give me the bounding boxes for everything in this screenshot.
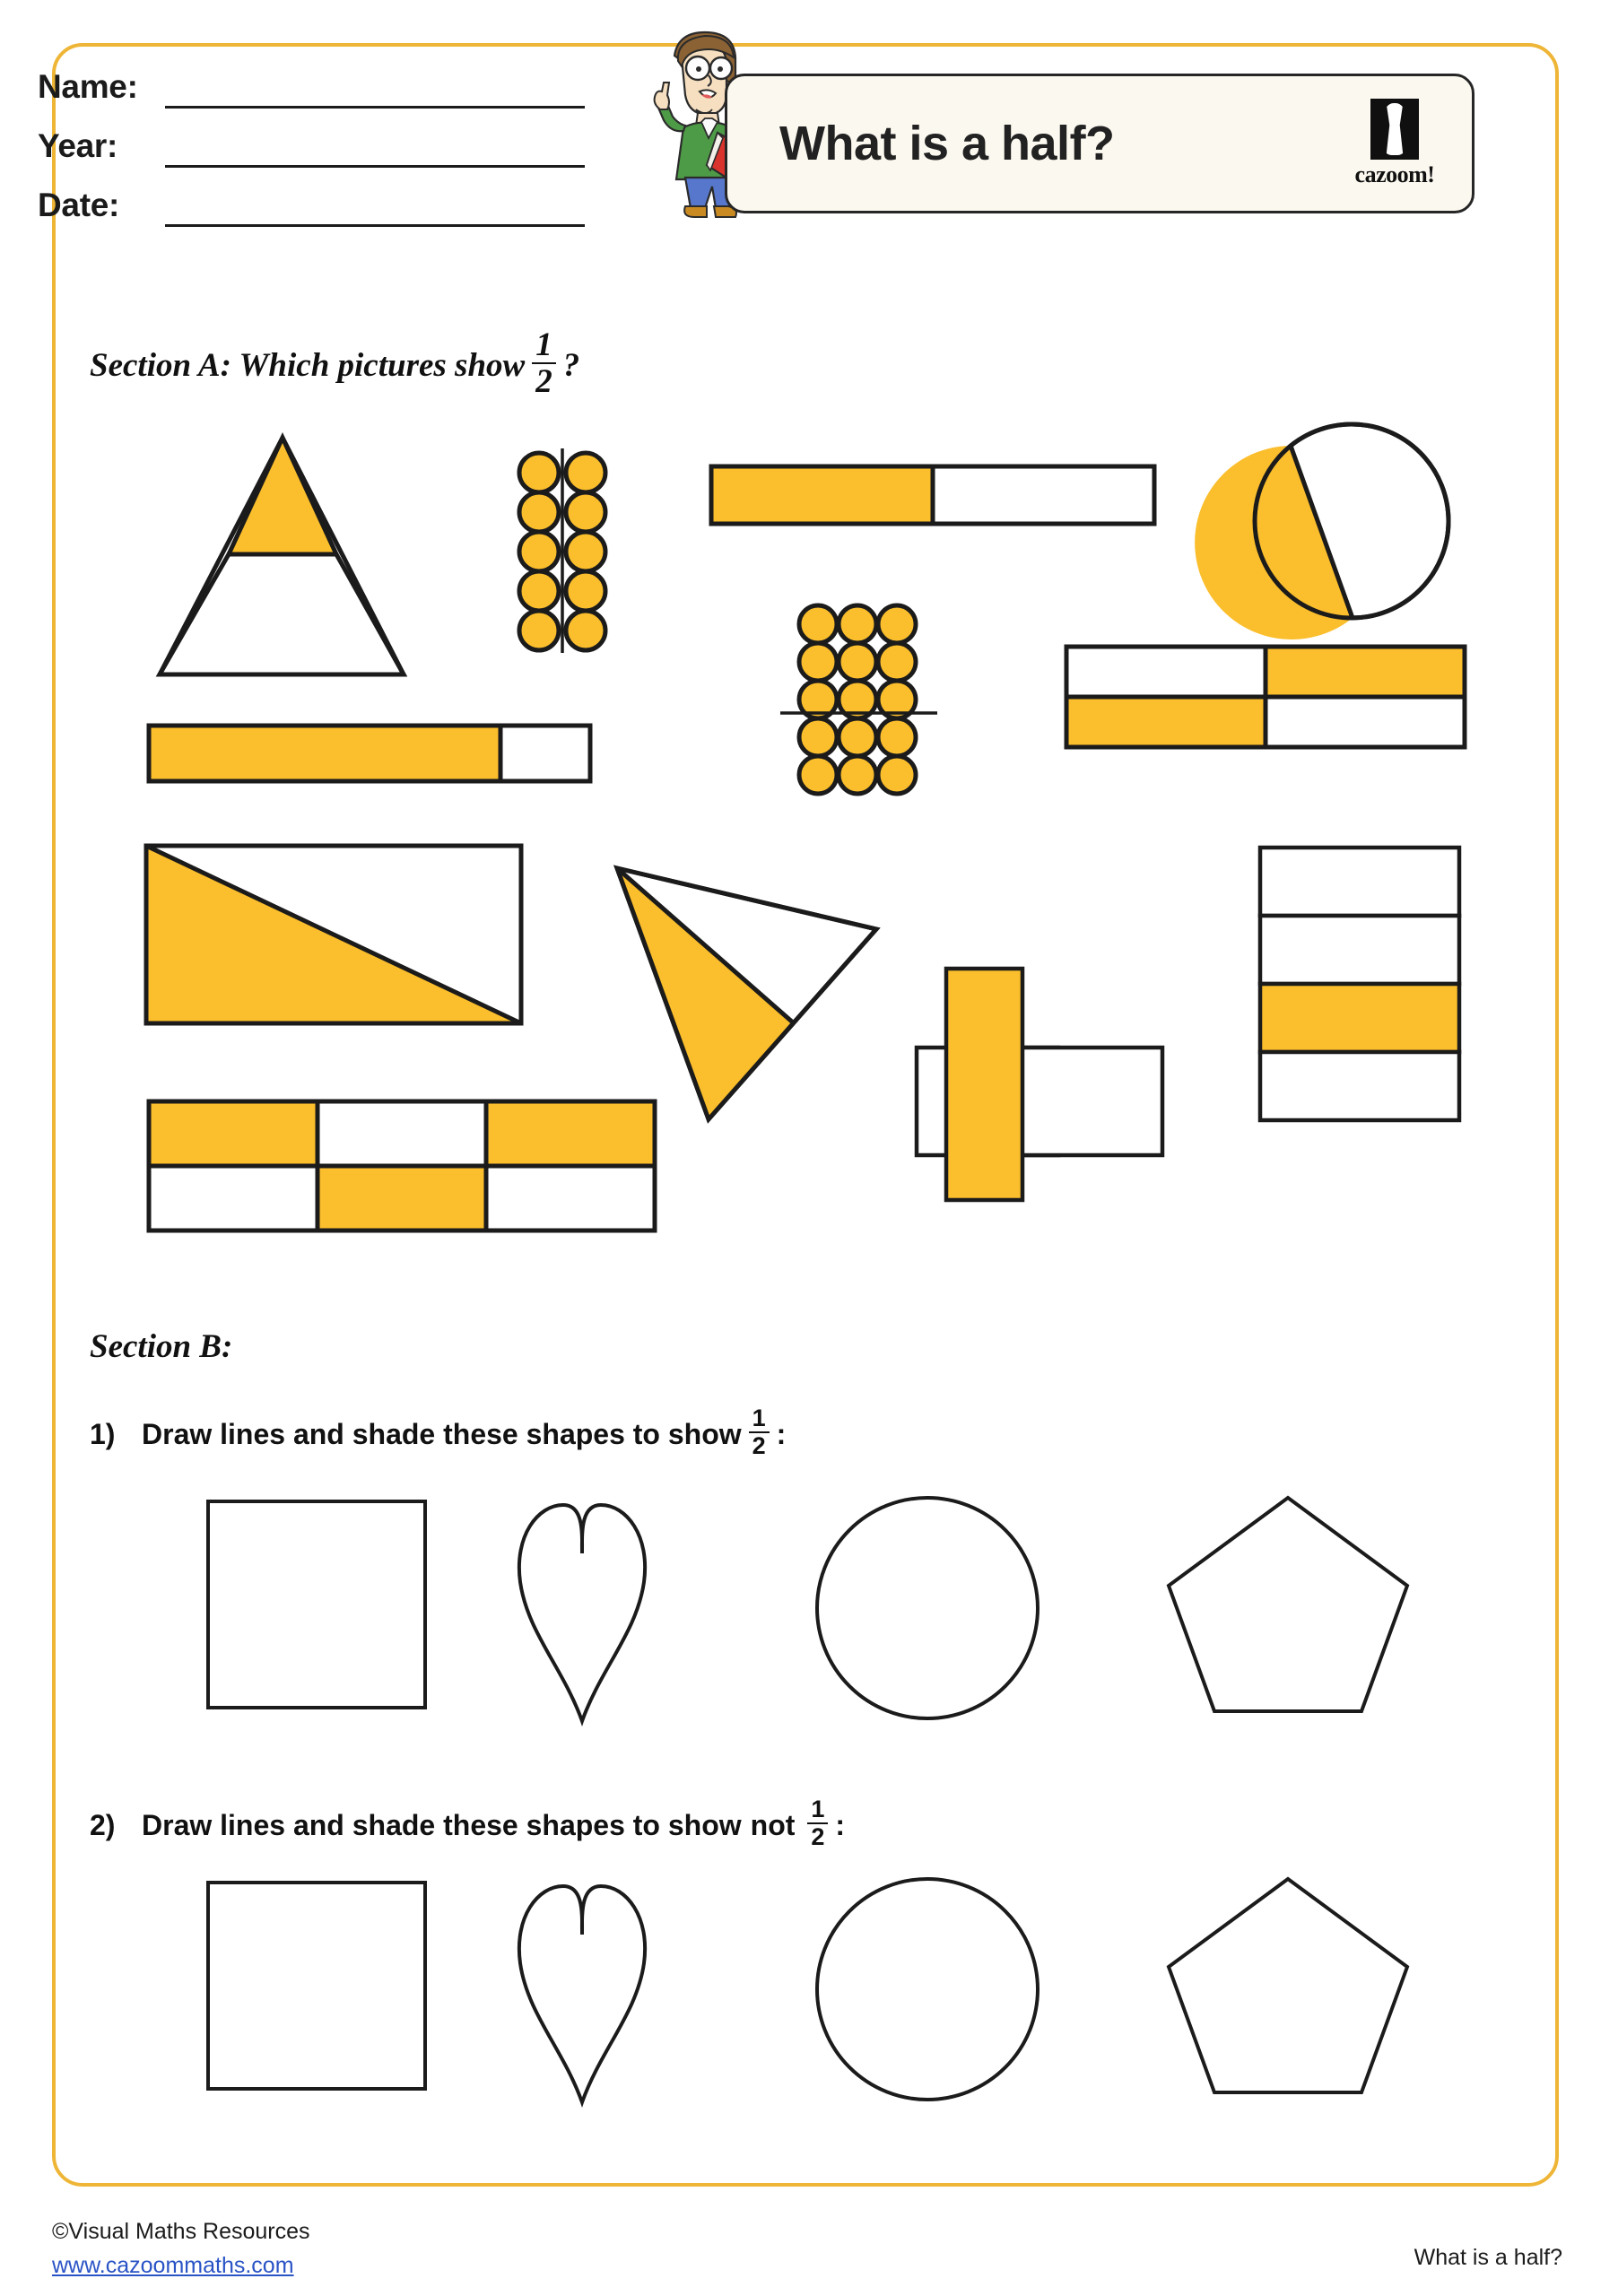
- shape-circle: [817, 1879, 1038, 2100]
- question-2-shapes: [204, 1870, 1442, 2103]
- student-info-fields: [38, 49, 594, 227]
- section-a-fraction: [532, 328, 556, 398]
- figure-bar-four-fifths-shaded: [146, 723, 595, 786]
- footer-left: [52, 2215, 310, 2283]
- shape-circle: [817, 1498, 1038, 1718]
- figure-cross-vertical-shaded: [906, 933, 1193, 1211]
- date-field-row[interactable]: [38, 168, 594, 227]
- figure-rectangle-diagonal-half: [144, 843, 525, 1027]
- shape-square: [208, 1883, 425, 2089]
- year-field-line[interactable]: [165, 127, 585, 168]
- question-1-fraction: [749, 1406, 770, 1458]
- logo-wordmark: cazoom!: [1354, 161, 1435, 187]
- section-a-heading: [90, 326, 580, 400]
- hourglass-icon: [1370, 99, 1419, 160]
- date-field-label: Date:: [38, 187, 120, 223]
- fraction-numerator: 1: [532, 328, 556, 364]
- figure-dot-array-2x5: [509, 448, 617, 655]
- fraction-numerator: 1: [807, 1797, 828, 1824]
- question-2-colon: :: [835, 1808, 846, 1841]
- question-2-row: [90, 1796, 846, 1851]
- year-field-row[interactable]: [38, 109, 594, 168]
- shape-square: [208, 1501, 425, 1708]
- shape-heart: [519, 1886, 645, 2102]
- section-a-heading-suffix: ?: [562, 346, 580, 384]
- question-1-text: Draw lines and shade these shapes to show: [142, 1417, 742, 1450]
- figure-circle-chord-segment: [1248, 418, 1455, 624]
- question-2-number: 2): [90, 1808, 116, 1841]
- worksheet-header: [0, 0, 1618, 269]
- figure-triangle-split-horizontal: [144, 430, 422, 682]
- copyright-text: ©Visual Maths Resources: [52, 2219, 310, 2244]
- question-1-row: [90, 1405, 787, 1460]
- fraction-denominator: 2: [752, 1432, 766, 1459]
- shape-pentagon: [1169, 1498, 1407, 1711]
- shape-heart: [519, 1505, 645, 1721]
- question-2-fraction: [807, 1797, 828, 1849]
- question-2-text: Draw lines and shade these shapes to show: [142, 1808, 742, 1841]
- name-field-label: Name:: [38, 68, 138, 105]
- figure-grid-3x2-checkerboard: [146, 1099, 666, 1238]
- footer-worksheet-title: What is a half?: [1414, 2245, 1562, 2270]
- figure-bar-half-shaded: [709, 464, 1157, 528]
- year-field-label: Year:: [38, 127, 118, 164]
- name-field-line[interactable]: [165, 68, 585, 109]
- question-1-number: 1): [90, 1417, 116, 1450]
- date-field-line[interactable]: [165, 187, 585, 227]
- website-link[interactable]: www.cazoommaths.com: [52, 2252, 294, 2278]
- shape-pentagon: [1169, 1879, 1407, 2092]
- section-b-heading-text: Section B:: [90, 1328, 233, 1365]
- worksheet-title-box: [725, 74, 1474, 213]
- page-title: What is a half?: [779, 117, 1115, 170]
- section-b-heading: [90, 1327, 232, 1366]
- name-field-row[interactable]: [38, 49, 594, 109]
- question-1-colon: :: [776, 1417, 787, 1450]
- fraction-numerator: 1: [749, 1406, 770, 1433]
- fraction-denominator: 2: [535, 363, 552, 400]
- question-1-shapes: [204, 1489, 1442, 1722]
- figure-vertical-bar-4-parts: [1257, 845, 1464, 1123]
- figure-grid-2x2-checkerboard: [1064, 644, 1469, 752]
- section-a-heading-text: Section A: Which pictures show: [90, 346, 526, 384]
- figure-scalene-triangle-split: [603, 859, 890, 1137]
- cazoom-logo: [1343, 99, 1447, 188]
- question-2-bold-word: not: [750, 1808, 796, 1841]
- figure-dot-array-3x5: [789, 601, 960, 798]
- fraction-denominator: 2: [811, 1823, 825, 1850]
